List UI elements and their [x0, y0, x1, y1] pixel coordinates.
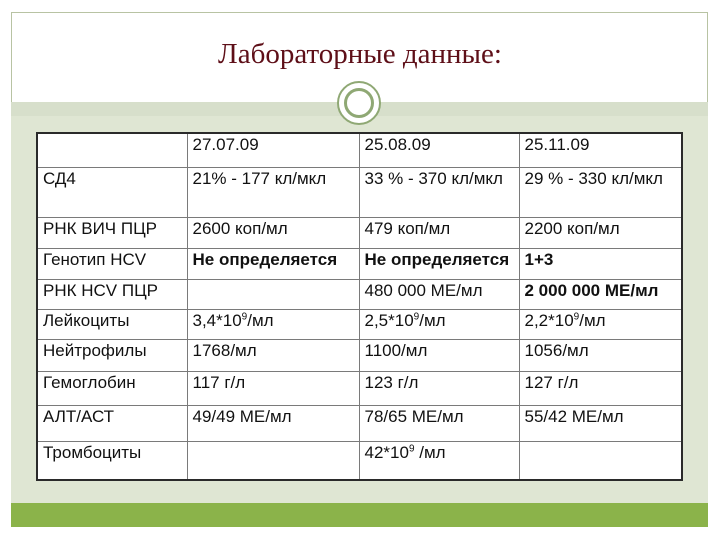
table-cell: 78/65 МЕ/мл	[359, 406, 519, 442]
ornament-circle-icon	[337, 81, 381, 125]
value-base: 3,4*10	[192, 311, 242, 330]
table-cell: 1+3	[519, 249, 682, 280]
header-cell-empty	[37, 133, 187, 168]
value-exponent: 9	[408, 443, 415, 455]
row-label: СД4	[37, 168, 187, 218]
table-cell: 2600 коп/мл	[187, 218, 359, 249]
table-cell: 55/42 МЕ/мл	[519, 406, 682, 442]
table-cell: 33 % - 370 кл/мкл	[359, 168, 519, 218]
table-cell: 127 г/л	[519, 372, 682, 406]
value-unit: /мл	[414, 443, 446, 462]
value-unit: /мл	[247, 311, 274, 330]
table-cell: 1056/мл	[519, 340, 682, 372]
value-base: 2,5*10	[364, 311, 414, 330]
value-base: 2,2*10	[524, 311, 574, 330]
value-base: 42*10	[364, 443, 409, 462]
row-label: Тромбоциты	[37, 442, 187, 480]
table-cell: 479 коп/мл	[359, 218, 519, 249]
table-header-row	[37, 133, 682, 168]
value-exponent: 9	[573, 311, 580, 323]
row-label: Лейкоциты	[37, 310, 187, 340]
row-label: Гемоглобин	[37, 372, 187, 406]
row-label: РНК ВИЧ ПЦР	[37, 218, 187, 249]
slide-title: Лабораторные данные:	[218, 38, 502, 70]
table-cell	[187, 310, 359, 340]
table-cell: 117 г/л	[187, 372, 359, 406]
table-row	[37, 406, 682, 442]
table-cell: 1100/мл	[359, 340, 519, 372]
table-cell: 21% - 177 кл/мкл	[187, 168, 359, 218]
table-cell: 29 % - 330 кл/мкл	[519, 168, 682, 218]
table-cell	[519, 442, 682, 480]
bottom-bar	[11, 503, 708, 527]
value-exponent: 9	[413, 311, 420, 323]
table-row	[37, 310, 682, 340]
row-label: АЛТ/АСТ	[37, 406, 187, 442]
table-cell	[359, 442, 519, 480]
table-cell: 123 г/л	[359, 372, 519, 406]
table-cell: 2200 коп/мл	[519, 218, 682, 249]
table-cell	[519, 310, 682, 340]
table-cell: 480 000 МЕ/мл	[359, 280, 519, 310]
table-cell: 49/49 МЕ/мл	[187, 406, 359, 442]
table-cell: 1768/мл	[187, 340, 359, 372]
value-unit: /мл	[579, 311, 606, 330]
header-cell-date-3: 25.11.09	[519, 133, 682, 168]
table-row	[37, 249, 682, 280]
table-cell: 2 000 000 МЕ/мл	[519, 280, 682, 310]
table-row	[37, 280, 682, 310]
lab-data-table	[36, 132, 683, 481]
table-row	[37, 218, 682, 249]
header-cell-date-1: 27.07.09	[187, 133, 359, 168]
row-label: Генотип HCV	[37, 249, 187, 280]
row-label: Нейтрофилы	[37, 340, 187, 372]
table-cell	[187, 280, 359, 310]
table-cell	[359, 310, 519, 340]
table-row	[37, 168, 682, 218]
table-row	[37, 340, 682, 372]
table-row	[37, 372, 682, 406]
row-label: РНК HCV ПЦР	[37, 280, 187, 310]
table-row	[37, 442, 682, 480]
value-exponent: 9	[241, 311, 248, 323]
value-unit: /мл	[419, 311, 446, 330]
table-cell: Не определяется	[187, 249, 359, 280]
ornament-inner-ring	[344, 88, 374, 118]
header-cell-date-2: 25.08.09	[359, 133, 519, 168]
table-cell: Не определяется	[359, 249, 519, 280]
table-cell	[187, 442, 359, 480]
